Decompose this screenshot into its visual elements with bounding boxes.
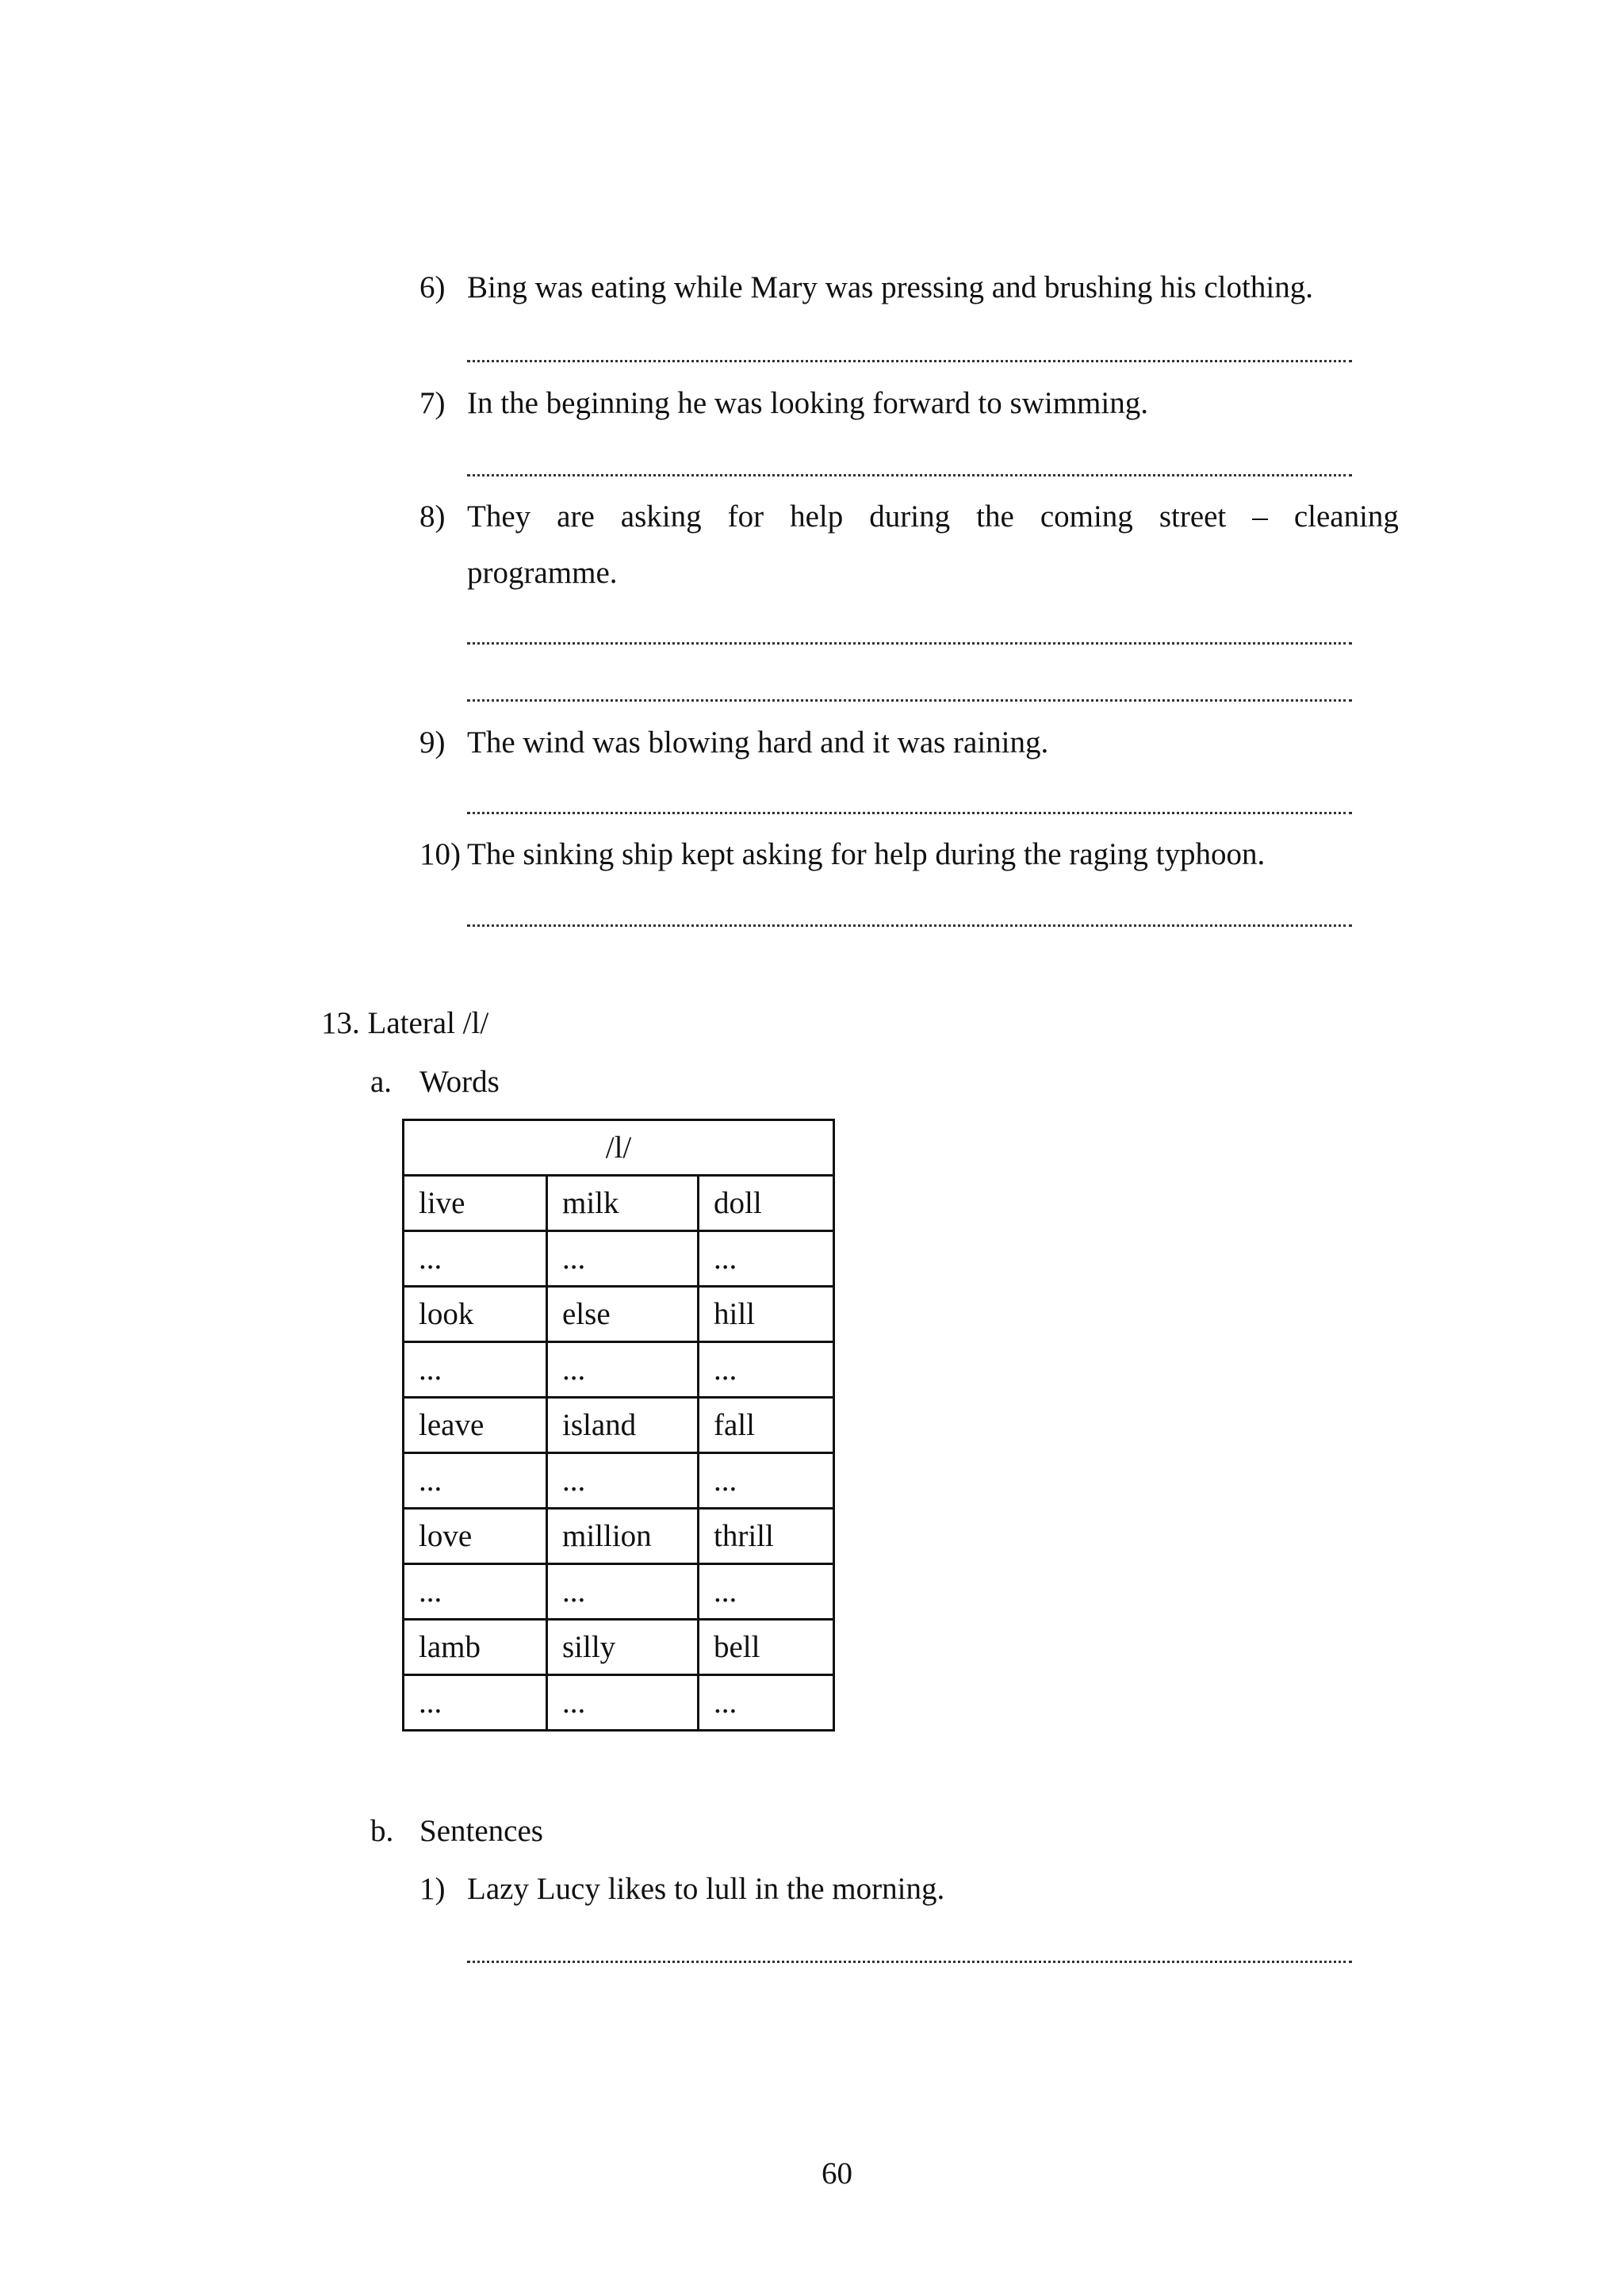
- table-cell: fall: [699, 1398, 834, 1453]
- table-cell: ...: [699, 1675, 834, 1731]
- word: during: [869, 499, 951, 534]
- item-number: 6): [419, 270, 446, 304]
- part-a-title: Words: [419, 1065, 500, 1099]
- answer-line[interactable]: [467, 1961, 1352, 1963]
- table-cell: look: [404, 1287, 547, 1342]
- table-cell: ...: [699, 1342, 834, 1398]
- table-cell: ...: [404, 1675, 547, 1731]
- table-cell: bell: [699, 1620, 834, 1675]
- word: the: [976, 499, 1014, 534]
- word: cleaning: [1293, 499, 1399, 534]
- table-cell: ...: [404, 1342, 547, 1398]
- table-cell: ...: [547, 1453, 699, 1509]
- word: are: [557, 499, 595, 534]
- table-cell: doll: [699, 1176, 834, 1231]
- table-row: [404, 1287, 834, 1342]
- word: for: [727, 499, 764, 534]
- table-cell: ...: [547, 1564, 699, 1620]
- table-cell: hill: [699, 1287, 834, 1342]
- word: street: [1159, 499, 1227, 534]
- table-cell: ...: [699, 1453, 834, 1509]
- table-row: [404, 1509, 834, 1564]
- item-number: 10): [419, 837, 461, 871]
- words-table: [402, 1119, 835, 1732]
- item-number: 7): [419, 386, 446, 420]
- item-sentence: In the beginning he was looking forward to swimming.: [467, 386, 1148, 420]
- word: help: [790, 499, 844, 534]
- word: They: [467, 499, 531, 534]
- table-cell: ...: [547, 1342, 699, 1398]
- item-sentence-continuation: programme.: [467, 556, 618, 590]
- item-sentence: Bing was eating while Mary was pressing and brushing his clothing.: [467, 270, 1313, 304]
- part-b-label: b.: [370, 1814, 394, 1848]
- answer-line[interactable]: [467, 699, 1352, 702]
- section-title: 13. Lateral /l/: [321, 1006, 489, 1040]
- item-sentence: Lazy Lucy likes to lull in the morning.: [467, 1872, 945, 1906]
- table-cell: ...: [404, 1453, 547, 1509]
- table-row: [404, 1453, 834, 1509]
- table-cell: ...: [404, 1231, 547, 1287]
- word: –: [1252, 499, 1268, 534]
- table-cell: ...: [547, 1231, 699, 1287]
- item-number: 8): [419, 499, 446, 534]
- item-sentence: The wind was blowing hard and it was raining.: [467, 725, 1049, 760]
- table-row: [404, 1620, 834, 1675]
- page-number: 60: [822, 2156, 852, 2191]
- word: asking: [620, 499, 702, 534]
- table-header-cell: /l/: [404, 1120, 834, 1176]
- answer-line[interactable]: [467, 924, 1352, 927]
- table-cell: ...: [699, 1231, 834, 1287]
- table-cell: ...: [404, 1564, 547, 1620]
- table-cell: lamb: [404, 1620, 547, 1675]
- table-cell: else: [547, 1287, 699, 1342]
- table-row: [404, 1231, 834, 1287]
- answer-line[interactable]: [467, 474, 1352, 476]
- table-cell: milk: [547, 1176, 699, 1231]
- table-cell: leave: [404, 1398, 547, 1453]
- table-row: [404, 1398, 834, 1453]
- table-cell: million: [547, 1509, 699, 1564]
- table-header-row: [404, 1120, 834, 1176]
- answer-line[interactable]: [467, 812, 1352, 814]
- answer-line[interactable]: [467, 642, 1352, 645]
- item-sentence: The sinking ship kept asking for help during the raging typhoon.: [467, 837, 1266, 871]
- table-cell: silly: [547, 1620, 699, 1675]
- table-row: [404, 1675, 834, 1731]
- part-b-title: Sentences: [419, 1814, 543, 1848]
- item-number: 1): [419, 1872, 446, 1906]
- table-cell: love: [404, 1509, 547, 1564]
- table-cell: ...: [547, 1675, 699, 1731]
- table-row: [404, 1176, 834, 1231]
- part-a-label: a.: [370, 1065, 393, 1099]
- item-sentence-justified: [467, 497, 1399, 537]
- table-cell: live: [404, 1176, 547, 1231]
- table-cell: island: [547, 1398, 699, 1453]
- word: coming: [1040, 499, 1133, 534]
- table-row: [404, 1564, 834, 1620]
- table-row: [404, 1342, 834, 1398]
- item-number: 9): [419, 725, 446, 760]
- table-cell: thrill: [699, 1509, 834, 1564]
- table-cell: ...: [699, 1564, 834, 1620]
- answer-line[interactable]: [467, 360, 1352, 362]
